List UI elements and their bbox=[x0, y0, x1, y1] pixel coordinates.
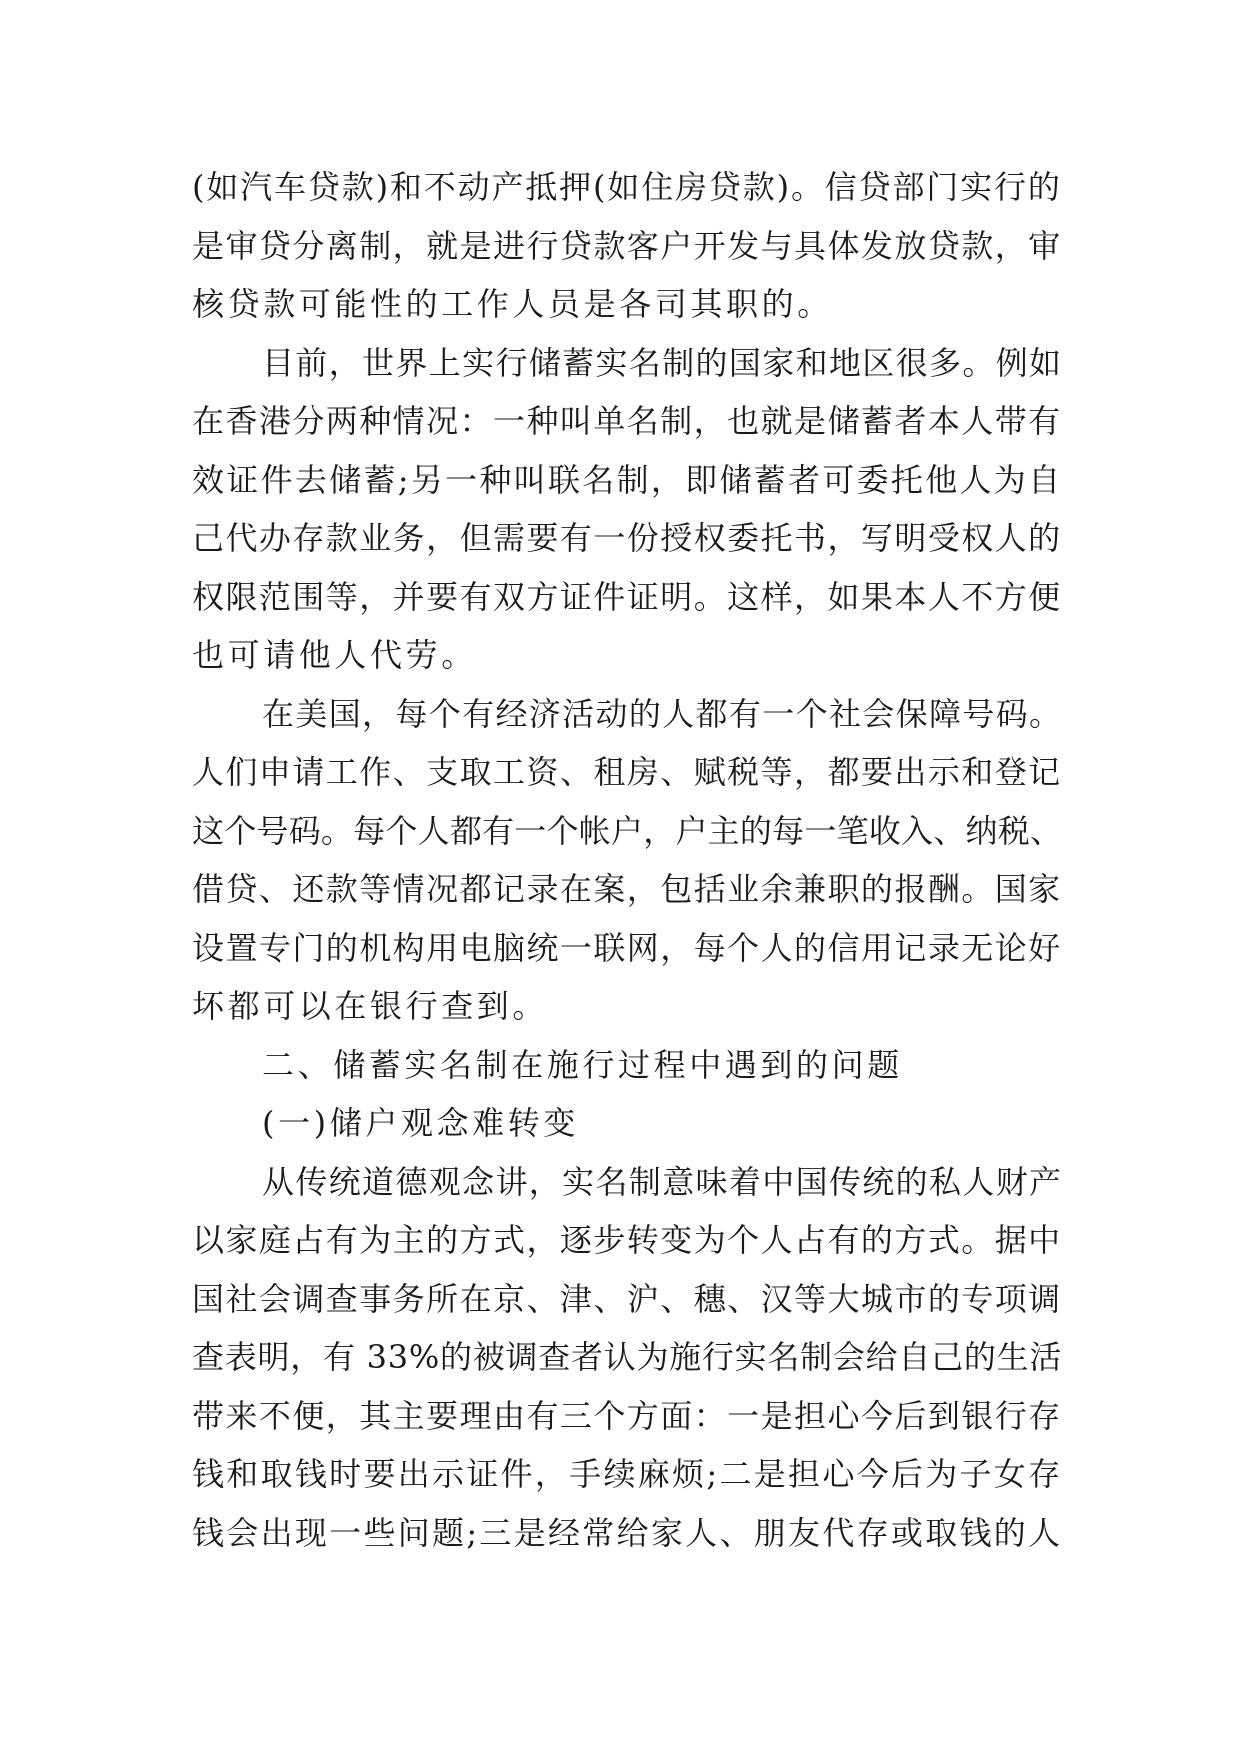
text-line: 设置专门的机构用电脑统一联网，每个人的信用记录无论好 bbox=[192, 928, 1062, 967]
text-line: 效证件去储蓄;另一种叫联名制，即储蓄者可委托他人为自 bbox=[192, 460, 1063, 499]
text-line: 核贷款可能性的工作人员是各司其职的。 bbox=[192, 285, 833, 323]
text-line: 钱和取钱时要出示证件，手续麻烦;二是担心今后为子女存 bbox=[192, 1455, 1063, 1493]
text-line: 目前，世界上实行储蓄实名制的国家和地区很多。例如 bbox=[262, 343, 1063, 382]
text-line: 国社会调查事务所在京、津、沪、穗、汉等大城市的专项调 bbox=[192, 1279, 1062, 1318]
text-line: 借贷、还款等情况都记录在案，包括业余兼职的报酬。国家 bbox=[192, 870, 1062, 908]
text-line: 带来不便，其主要理由有三个方面：一是担心今后到银行存 bbox=[192, 1396, 1062, 1435]
body-text bbox=[192, 158, 1062, 1562]
text-line: 在美国，每个有经济活动的人都有一个社会保障号码。 bbox=[262, 694, 1063, 733]
text-line: 己代办存款业务，但需要有一份授权委托书，写明受权人的 bbox=[192, 519, 1062, 557]
text-line: 查表明，有 33%的被调查者认为施行实名制会给自己的生活 bbox=[192, 1338, 1063, 1376]
text-line: 是审贷分离制，就是进行贷款客户开发与具体发放贷款，审 bbox=[192, 226, 1062, 265]
text-line: 以家庭占有为主的方式，逐步转变为个人占有的方式。据中 bbox=[192, 1221, 1062, 1259]
text-line: 人们申请工作、支取工资、租房、赋税等，都要出示和登记 bbox=[192, 753, 1062, 791]
text-line: 坏都可以在银行查到。 bbox=[192, 987, 549, 1025]
text-line: 权限范围等，并要有双方证件证明。这样，如果本人不方便 bbox=[192, 577, 1062, 616]
text-line: 从传统道德观念讲，实名制意味着中国传统的私人财产 bbox=[262, 1162, 1063, 1201]
text-line: 也可请他人代劳。 bbox=[192, 636, 477, 674]
text-line: (如汽车贷款)和不动产抵押(如住房贷款)。信贷部门实行的 bbox=[192, 168, 1062, 206]
text-line: 这个号码。每个人都有一个帐户，户主的每一笔收入、纳税、 bbox=[192, 811, 1063, 850]
text-line: (一)储户观念难转变 bbox=[262, 1104, 579, 1142]
text-line: 在香港分两种情况：一种叫单名制，也就是储蓄者本人带有 bbox=[192, 402, 1062, 440]
text-line: 二、储蓄实名制在施行过程中遇到的问题 bbox=[262, 1045, 903, 1084]
text-line: 钱会出现一些问题;三是经常给家人、朋友代存或取钱的人 bbox=[192, 1513, 1063, 1552]
